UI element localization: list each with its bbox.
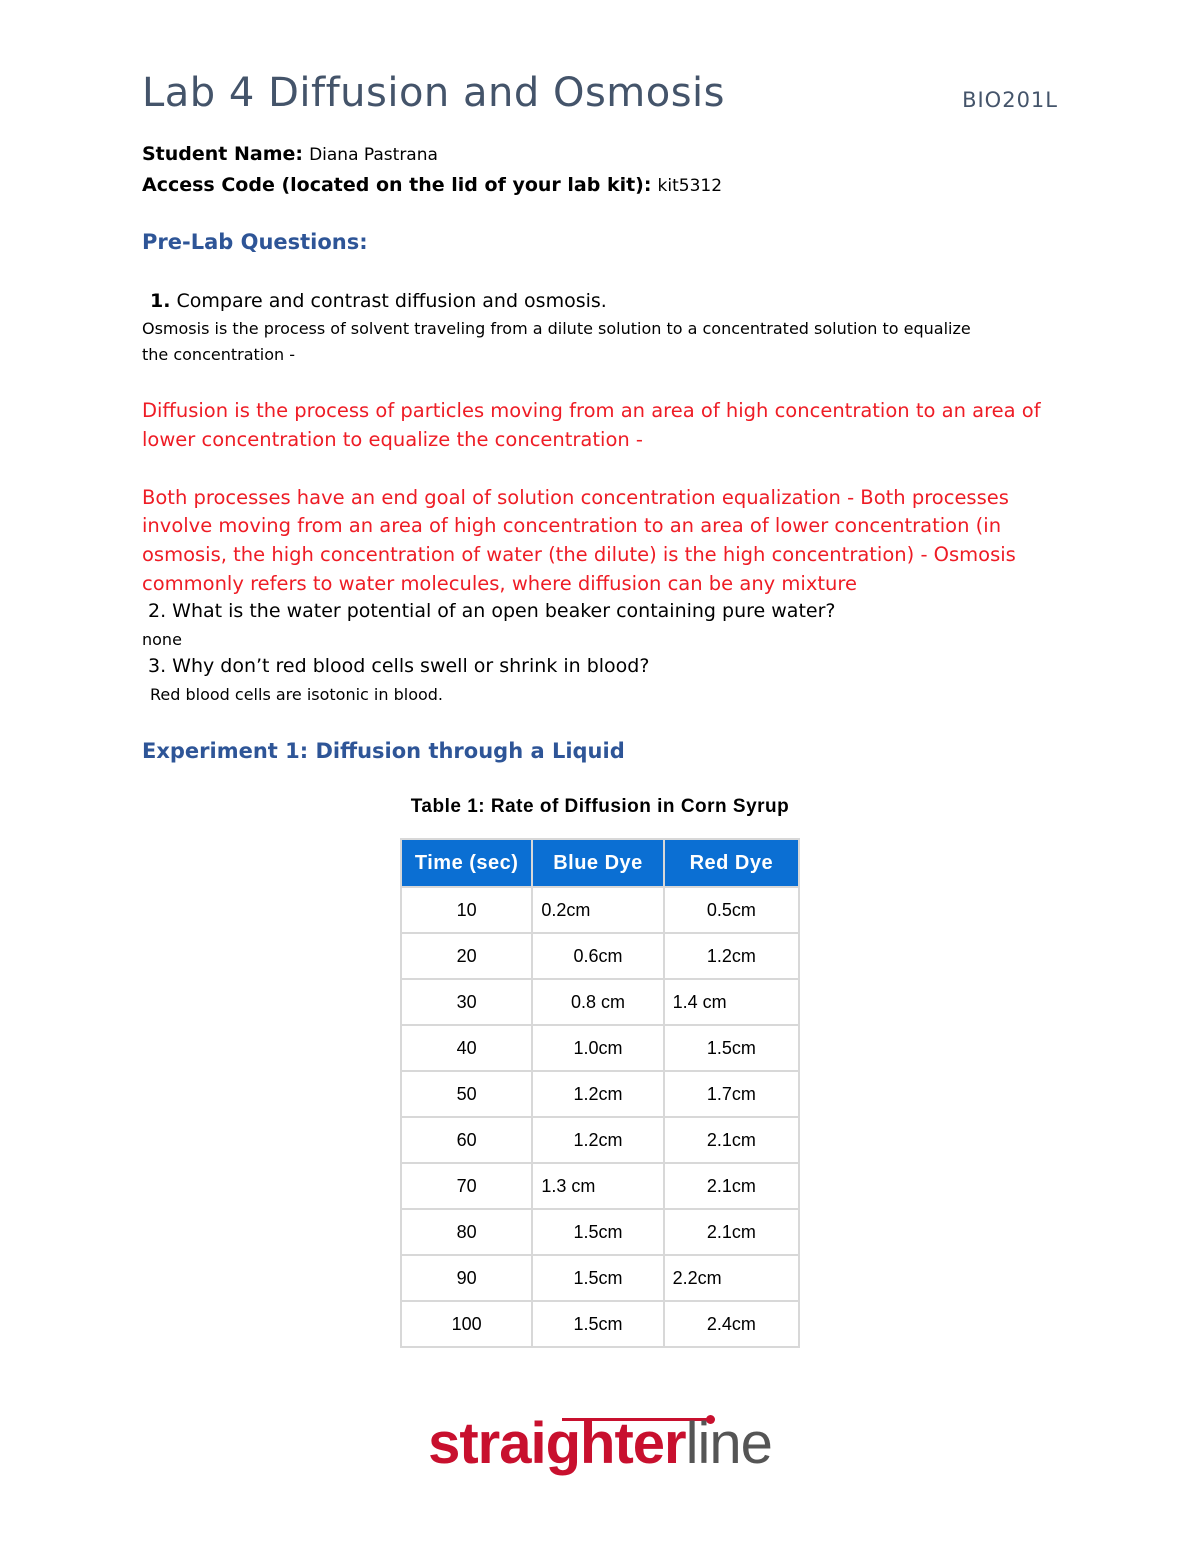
red-dye-cell: 2.1cm xyxy=(664,1163,799,1209)
table-row xyxy=(401,1255,799,1301)
table-1-caption: Table 1: Rate of Diffusion in Corn Syrup xyxy=(410,796,790,817)
blue-dye-cell: 1.3 cm xyxy=(532,1163,663,1209)
blue-dye-cell: 1.5cm xyxy=(532,1209,663,1255)
comparison-answer-line1: Both processes have an end goal of solution concentration equalization - Both processes xyxy=(142,486,1009,509)
answer-3: Red blood cells are isotonic in blood. xyxy=(150,685,444,704)
student-name-label: Student Name: xyxy=(142,143,304,165)
time-cell: 100 xyxy=(401,1301,532,1347)
table-row xyxy=(401,1163,799,1209)
logo-text-bold: straighter xyxy=(428,1411,686,1476)
time-cell: 90 xyxy=(401,1255,532,1301)
time-cell: 10 xyxy=(401,887,532,933)
straighterline-logo xyxy=(0,1410,1200,1477)
diffusion-answer-line2: lower concentration to equalize the concentration - xyxy=(142,428,643,451)
question-1-text: Compare and contrast diffusion and osmosis. xyxy=(176,290,607,312)
table-row xyxy=(401,1301,799,1347)
student-name-line xyxy=(142,143,438,165)
red-dye-cell: 1.2cm xyxy=(664,933,799,979)
red-dye-cell: 2.2cm xyxy=(664,1255,799,1301)
comparison-answer-line2: involve moving from an area of high concentration to an area of lower concentration (in xyxy=(142,514,1002,537)
blue-dye-cell: 1.5cm xyxy=(532,1255,663,1301)
question-2: 2. What is the water potential of an open beaker containing pure water? xyxy=(148,600,836,622)
time-cell: 60 xyxy=(401,1117,532,1163)
page-title: Lab 4 Diffusion and Osmosis xyxy=(142,70,726,116)
column-header-red-dye: Red Dye xyxy=(664,839,799,887)
comparison-answer-line3: osmosis, the high concentration of water (the dilute) is the high concentration) - Osmosis xyxy=(142,543,1016,566)
experiment-1-heading: Experiment 1: Diffusion through a Liquid xyxy=(142,739,625,763)
question-3: 3. Why don’t red blood cells swell or shrink in blood? xyxy=(148,655,650,677)
blue-dye-cell: 0.6cm xyxy=(532,933,663,979)
time-cell: 30 xyxy=(401,979,532,1025)
question-1 xyxy=(150,290,607,312)
answer-2: none xyxy=(142,630,182,649)
table-row xyxy=(401,1117,799,1163)
red-dye-cell: 1.5cm xyxy=(664,1025,799,1071)
red-dye-cell: 2.1cm xyxy=(664,1117,799,1163)
time-cell: 50 xyxy=(401,1071,532,1117)
blue-dye-cell: 0.8 cm xyxy=(532,979,663,1025)
time-cell: 20 xyxy=(401,933,532,979)
table-row xyxy=(401,1025,799,1071)
diffusion-answer-line1: Diffusion is the process of particles moving from an area of high concentration to an area of xyxy=(142,399,1041,422)
red-dye-cell: 0.5cm xyxy=(664,887,799,933)
table-row xyxy=(401,1071,799,1117)
blue-dye-cell: 1.5cm xyxy=(532,1301,663,1347)
blue-dye-cell: 0.2cm xyxy=(532,887,663,933)
course-code: BIO201L xyxy=(962,88,1058,112)
question-1-number: 1. xyxy=(150,290,171,312)
red-dye-cell: 1.7cm xyxy=(664,1071,799,1117)
blue-dye-cell: 1.2cm xyxy=(532,1117,663,1163)
table-row xyxy=(401,933,799,979)
time-cell: 80 xyxy=(401,1209,532,1255)
column-header-time: Time (sec) xyxy=(401,839,532,887)
red-dye-cell: 2.1cm xyxy=(664,1209,799,1255)
time-cell: 40 xyxy=(401,1025,532,1071)
answer-1-line1: Osmosis is the process of solvent traveling from a dilute solution to a concentrated solution to equalize xyxy=(142,319,971,338)
prelab-heading: Pre-Lab Questions: xyxy=(142,230,368,254)
blue-dye-cell: 1.0cm xyxy=(532,1025,663,1071)
access-code-line xyxy=(142,174,722,196)
table-row xyxy=(401,979,799,1025)
student-name-value: Diana Pastrana xyxy=(309,145,438,165)
access-code-value: kit5312 xyxy=(657,176,723,196)
logo-text-light: line xyxy=(685,1411,772,1476)
column-header-blue-dye: Blue Dye xyxy=(532,839,663,887)
table-row xyxy=(401,1209,799,1255)
diffusion-table xyxy=(400,838,800,1348)
table-header-row xyxy=(401,839,799,887)
comparison-answer-line4: commonly refers to water molecules, where diffusion can be any mixture xyxy=(142,572,857,595)
answer-1-line2: the concentration - xyxy=(142,345,296,364)
blue-dye-cell: 1.2cm xyxy=(532,1071,663,1117)
red-dye-cell: 1.4 cm xyxy=(664,979,799,1025)
time-cell: 70 xyxy=(401,1163,532,1209)
table-row xyxy=(401,887,799,933)
red-dye-cell: 2.4cm xyxy=(664,1301,799,1347)
access-code-label: Access Code (located on the lid of your lab kit): xyxy=(142,174,652,196)
